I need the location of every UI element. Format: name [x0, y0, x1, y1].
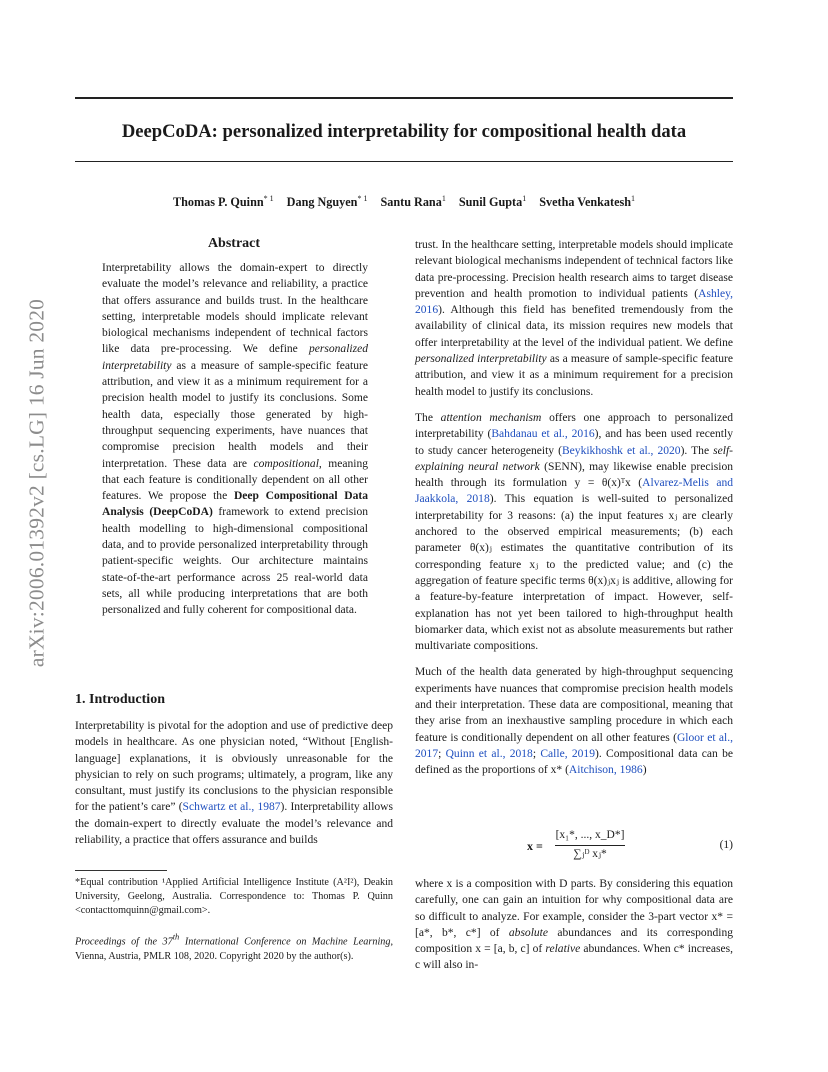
equation-number: (1) [719, 839, 733, 851]
citation-link[interactable]: Calle, 2019 [540, 747, 595, 760]
author: Santu Rana$^1$ [380, 194, 446, 210]
body-paragraph: The attention mechanism offers one approach to personalized interpretability (Bahdanau et al., 2016), and has been used recently to study cancer heterogeneity (Beykikhoshk et al., 2020). The self-explaining neural network (SENN), may likewise enable precision health through its formulation y = θ(x)ᵀx (Alvarez-Melis and Jaakkola, 2018). This equation is well-suited to personalized interpretability for 3 reasons: (a) the input features xⱼ are clearly anchored to the observed empirical measurements; (b) each parameter θ(x)ⱼ estimates the quantitative contribution of its corresponding feature xⱼ to the predicted value; and (c) the aggregation of feature specific terms θ(x)ⱼxⱼ is additive, allowing for a feature-by-feature interpretation of impact. However, self-explanation has not yet been tailored to high-throughput health biomarker data, which exist not as absolute measurements but rather multivariate compositions. [415, 411, 734, 653]
footnote-proceedings [75, 930, 393, 964]
section-heading-introduction: 1. Introduction [75, 692, 165, 707]
title-top-rule [75, 97, 733, 99]
equation-numerator: [x₁*, ..., x_D*] [555, 828, 625, 846]
footnote-rule [75, 870, 167, 871]
author-list [75, 191, 733, 210]
body-paragraph: where x is a composition with D parts. By considering this equation carefully, one can gain an intuition for why compositional data are so difficult to analyze. For example, consider the 3-part vector x* = [a*, b*, c*] of absolute abundances and its corresponding composition x = [a, b, c] of relative abundances. When c* increases, c will also in- [415, 878, 733, 972]
equation-1 [415, 826, 733, 874]
footnote-text: Proceedings of the 37th International Conference on Machine Learning, Vienna, Austria, PMLR 108, 2020. Copyright 2020 by the author(s). [75, 932, 394, 962]
citation-link[interactable]: Quinn et al., 2018 [445, 747, 533, 760]
body-paragraph: trust. In the healthcare setting, interpretable models should implicate relevant biological mechanisms independent of technical factors like data pre-processing. Precision health research aims to target disease prevention and health promotion to individual patients (Ashley, 2016). Although this field has benefited tremendously from the availability of clinical data, its mission requires new models that offer interpretability at the level of the individual patient. We define personalized interpretability as a measure of sample-specific feature attribution, and view it as a minimum requirement for a precision health model to justify its conclusions. [415, 239, 734, 398]
citation-link[interactable]: Gloor et al., 2017 [415, 731, 733, 760]
introduction-body [75, 718, 393, 848]
citation-link[interactable]: Schwartz et al., 1987 [182, 801, 281, 814]
paper-title: DeepCoDA: personalized interpretability for compositional health data [121, 121, 687, 142]
title-bottom-rule [75, 161, 733, 162]
equation-lhs: x = [527, 839, 543, 853]
abstract-heading: Abstract [207, 236, 261, 251]
citation-link[interactable]: Beykikhoshk et al., 2020 [561, 444, 681, 457]
abstract-body [102, 260, 368, 619]
author: Dang Nguyen$^{* 1}$ [286, 194, 368, 210]
arxiv-identifier: arXiv:2006.01392v2 [cs.LG] 16 Jun 2020 [24, 298, 49, 668]
abstract-paragraph: Interpretability allows the domain-expert to directly evaluate the model’s relevance and reliability, a practice that offers assurance and builds trust. In the healthcare setting, interpretable models should implicate relevant biological mechanisms independent of technical factors like data pre-processing. We define personalized interpretability as a measure of sample-specific feature attribution, and view it as a minimum requirement for a precision health model to justify its conclusions. Some health data, especially those generated by high-throughput sequencing experiments, have nuances that compromise precision health models and their interpretation. These data are compositional, meaning that each feature is conditionally dependent on all other features. We propose the Deep Compositional Data Analysis (DeepCoDA) framework to extend precision health modelling to high-dimensional compositional data, and to provide personalized interpretability through patient-specific weights. Our architecture maintains state-of-the-art performance across 25 real-world data sets, all while producing interpretations that are both personalized and fully coherent for compositional data. [102, 262, 369, 617]
equation-fraction [555, 828, 625, 863]
footnote-text: *Equal contribution ¹Applied Artificial Intelligence Institute (A²I²), Deakin University, Geelong, Australia. Correspondence to: Thomas P. Quinn <contacttomquinn@gmail.com>. [75, 877, 393, 917]
author: Sunil Gupta$^1$ [458, 194, 527, 210]
citation-link[interactable]: Aitchison, 1986 [568, 764, 643, 777]
author: Svetha Venkatesh$^1$ [539, 194, 636, 210]
intro-paragraph: Interpretability is pivotal for the adoption and use of predictive deep models in healthcare. As one physician noted, “Without [English-language] explanations, it is obviously unreasonable for the physician to rely on such programs; ultimately, a program, like any consultant, must justify its conclusions to the physician responsible for the patient’s care” (Schwartz et al., 1987). Interpretability allows the domain-expert to directly evaluate the model’s relevance and reliability, a practice that offers assurance and builds [75, 720, 394, 847]
citation-link[interactable]: Ashley, 2016 [415, 287, 733, 317]
equation-denominator: ∑ⱼᴰ xⱼ* [573, 848, 607, 860]
right-column-body [415, 237, 733, 779]
footnote-affiliation [75, 876, 393, 919]
citation-link[interactable]: Bahdanau et al., 2016 [491, 428, 595, 441]
body-paragraph: Much of the health data generated by high-throughput sequencing experiments have nuances that compromise precision health models and their interpretation. These data are compositional, meaning that they arise from an inexhaustive sampling procedure in which each feature is conditionally dependent on all other features (Gloor et al., 2017; Quinn et al., 2018; Calle, 2019). Compositional data can be defined as the proportions of x* (Aitchison, 1986) [415, 666, 733, 777]
right-column-continued [415, 876, 733, 974]
author: Thomas P. Quinn$^{* 1}$ [172, 194, 274, 210]
citation-link[interactable]: Alvarez-Melis and Jaakkola, 2018 [415, 477, 733, 506]
